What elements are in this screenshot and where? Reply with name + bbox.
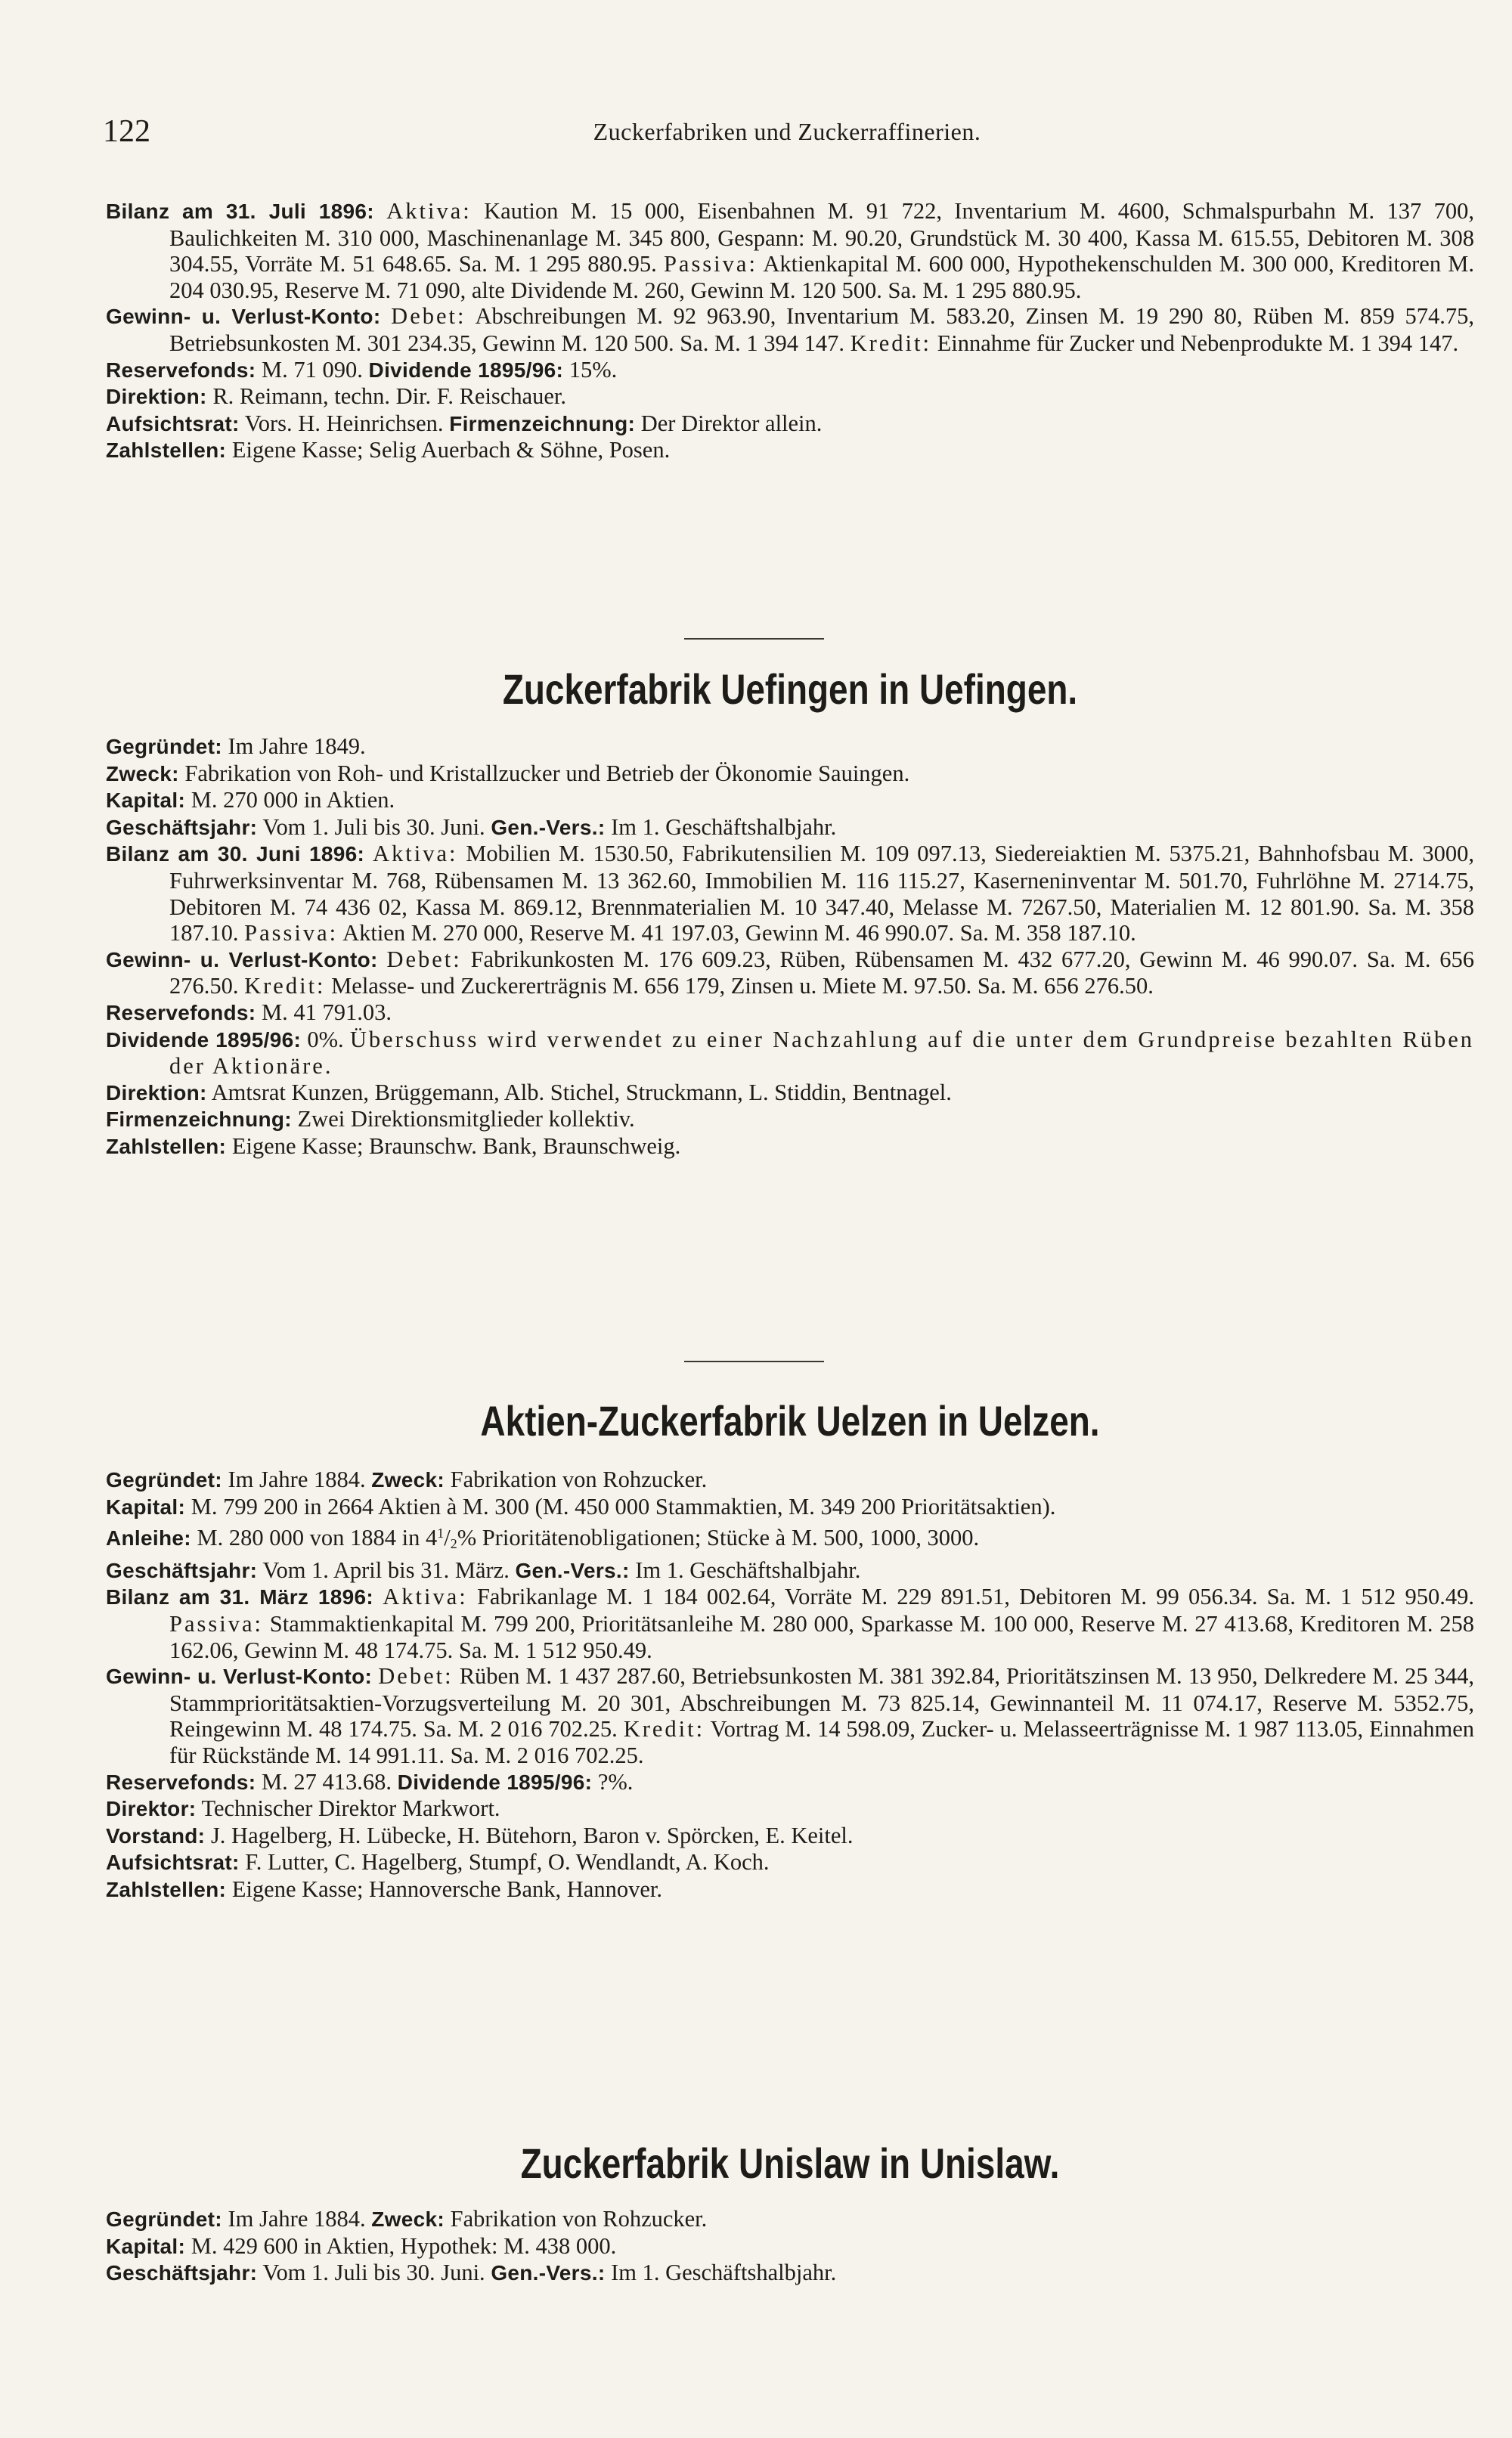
entry-key: Geschäftsjahr: [106,2261,258,2285]
entry-gegruendet [106,733,1474,761]
entry-key: Direktor: [106,1797,197,1821]
entry-key: Bilanz am 31. Juli 1896: [106,200,374,223]
entry-gegruendet [106,2206,1474,2233]
entry-bilanz [106,198,1474,303]
dividende-value: 0 [307,1026,319,1052]
entry-key: Zahlstellen: [106,1134,227,1158]
section-divider [684,1361,824,1362]
aufsichtsrat-text: F. Lutter, C. Hagelberg, Stumpf, O. Wendlandt, A. Koch. [245,1849,770,1876]
firmenzeichnung-text: Zwei Direktionsmitglieder kollektiv. [297,1106,635,1132]
passiva-text: Aktien M. 270 000, Reserve M. 41 197.03, Gewinn M. 46 990.07. Sa. M. 358 187.10. [342,920,1136,946]
entry-reserve-dividende [106,1769,1474,1796]
label-debet: Debet: [386,946,462,972]
entry-key: Firmenzeichnung: [449,411,636,435]
debet-text: Abschreibungen M. 92 963.90, Inventarium M. 583.20, Zinsen M. 19 290 80, Rüben M. 859 574.75, Betriebsunkosten M. 301 234.35, Gewinn M. 120 500. Sa. M. 1 394 147. [169,303,1474,356]
entry-reserve [106,999,1474,1027]
entry-key: Reservefonds: [106,1770,256,1794]
zahlstellen-text: Eigene Kasse; Hannoversche Bank, Hannover. [231,1876,662,1902]
entry-key: Bilanz am 31. März 1896: [106,1585,373,1609]
entry-zahlstellen [106,1133,1474,1160]
entry-key: Gen.-Vers.: [515,1558,630,1582]
direktor-text: Technischer Direktor Markwort. [201,1795,500,1822]
entry-key: Geschäftsjahr: [106,815,258,839]
entry-kapital [106,787,1474,814]
section-uelzen [106,1467,1474,1904]
entry-key: Direktion: [106,385,207,409]
entry-key: Bilanz am 30. Juni 1896: [106,842,365,866]
kapital-text: M. 270 000 in Aktien. [191,787,395,813]
entry-key: Gegründet: [106,1468,222,1492]
section-divider [684,638,824,640]
entry-key: Zweck: [371,2207,445,2231]
aufsichtsrat-text: Vors. H. Heinrichsen. [244,410,444,436]
entry-kapital [106,2233,1474,2260]
entry-geschaeftsjahr [106,814,1474,841]
entry-key: Zweck: [106,761,179,785]
entry-aufsichtsrat [106,410,1474,438]
entry-key: Dividende 1895/96: [106,1027,302,1052]
direktion-text: R. Reimann, techn. Dir. F. Reischauer. [212,383,566,410]
section-unislaw [106,2206,1474,2287]
geschaeftsjahr-text: Vom 1. Juli bis 30. Juni. [262,2260,485,2286]
entry-key: Gen.-Vers.: [491,2261,606,2285]
debet-text: Fabrikunkosten M. 176 609.23, Rüben, Rübensamen M. 432 677.20, Gewinn M. 46 990.07. Sa. M. 656 276.50. [169,946,1475,999]
kredit-text: Einnahme für Zucker und Nebenprodukte M. 1 394 147. [937,330,1459,356]
passiva-text: Stammaktienkapital M. 799 200, Prioritätsanleihe M. 280 000, Sparkasse M. 100 000, Reserve M. 27 413.68, Kreditoren M. 258 162.06, Gewinn M. 48 174.75. Sa. M. 1 512 950.49. [169,1610,1474,1663]
label-kredit: Kredit: [244,973,326,999]
fraction-denominator: 2 [450,1536,457,1552]
zahlstellen-text: Eigene Kasse; Braunschw. Bank, Braunschweig. [231,1132,681,1159]
zweck-text: Fabrikation von Roh- und Kristallzucker und Betrieb der Ökonomie Sauingen. [184,760,910,786]
entry-key: Aufsichtsrat: [106,411,240,435]
section-continuation [106,198,1474,464]
entry-aufsichtsrat [106,1849,1474,1876]
entry-key: Reservefonds: [106,358,256,382]
entry-key: Kapital: [106,2234,186,2258]
entry-key: Zahlstellen: [106,1877,227,1901]
anleihe-text: M. 280 000 von 1884 in 4 [197,1525,438,1551]
entry-key: Anleihe: [106,1526,191,1550]
reserve-text: M. 27 413.68. [262,1768,392,1795]
dividende-text: ?%. [597,1768,634,1795]
entry-gegruendet [106,1467,1474,1494]
direktion-text: Amtsrat Kunzen, Brüggemann, Alb. Stichel, Struckmann, L. Stiddin, Bentnagel. [211,1079,952,1105]
entry-key: Gewinn- u. Verlust-Konto: [106,305,381,329]
page-number: 122 [103,114,150,149]
aktiva-text: Kaution M. 15 000, Eisenbahnen M. 91 722, Inventarium M. 4600, Schmalspurbahn M. 137 700, Baulichkeiten M. 310 000, Maschinenanlage M. 345 800, Gespann: M. 90.20, Grundstück M. 30 400, Kassa M. 615.55, Debitoren M. 308 304.55, Vorräte M. 51 648.65. Sa. M. 1 295 880.95. [169,198,1475,277]
entry-kapital [106,1494,1474,1521]
aktiva-text: Fabrikanlage M. 1 184 002.64, Vorräte M. 229 891.51, Debitoren M. 99 056.34. Sa. M. 1 512 950.49. [476,1584,1475,1610]
dividende-text: Überschuss wird verwendet zu einer Nachzahlung auf die unter dem Grundpreise bezahlten Rüben der Aktionäre. [169,1026,1475,1080]
entry-guv [106,303,1474,356]
entry-vorstand [106,1823,1474,1850]
label-aktiva: Aktiva: [386,198,472,224]
entry-key: Dividende 1895/96: [368,358,564,382]
entry-reserve-dividende [106,357,1474,384]
label-aktiva: Aktiva: [372,841,458,867]
label-kredit: Kredit: [850,330,931,356]
running-title: Zuckerfabriken und Zuckerraffinerien. [593,118,981,145]
entry-zahlstellen [106,437,1474,464]
entry-firmenzeichnung [106,1106,1474,1133]
entry-key: Gewinn- u. Verlust-Konto: [106,947,378,971]
entry-direktor [106,1795,1474,1823]
label-debet: Debet: [378,1663,454,1690]
entry-dividende [106,1027,1474,1080]
aktiva-text: Mobilien M. 1530.50, Fabrikutensilien M. 109 097.13, Siedereiaktien M. 5375.21, Bahnhofsbau M. 3000, Fuhrwerksinventar M. 768, Rübensamen M. 13 362.60, Immobilien M. 116 115.27, Kaserneninventar M. 501.70, Fuhrlöhne M. 2714.75, Debitoren M. 74 436 02, Kassa M. 869.12, Brennmaterialien M. 10 347.40, Melasse M. 7267.50, Materialien M. 12 801.90. Sa. M. 358 187.10. [169,841,1474,946]
geschaeftsjahr-text: Vom 1. April bis 31. März. [262,1557,510,1583]
label-aktiva: Aktiva: [383,1584,468,1610]
entry-key: Zahlstellen: [106,438,227,463]
label-debet: Debet: [391,303,466,330]
reserve-text: M. 41 791.03. [262,999,392,1025]
entry-key: Aufsichtsrat: [106,1851,240,1875]
gegruendet-text: Im Jahre 1884. [228,2206,366,2232]
entry-geschaeftsjahr [106,1557,1474,1585]
entry-guv [106,946,1474,999]
zweck-text: Fabrikation von Rohzucker. [450,2206,708,2232]
entry-key: Dividende 1895/96: [397,1770,593,1794]
entry-direktion [106,1080,1474,1107]
debet-text: Rüben M. 1 437 287.60, Betriebsunkosten M. 381 392.84, Prioritätszinsen M. 13 950, Delkredere M. 25 344, Stammprioritätsaktien-Vorzugsverteilung M. 20 301, Abschreibungen M. 73 825.14, Gewinnanteil M. 11 074.17, Reserve M. 5352.75, Reingewinn M. 48 174.75. Sa. M. 2 016 702.25. [169,1663,1475,1743]
genvers-text: Im 1. Geschäftshalbjahr. [611,813,837,840]
label-passiva: Passiva: [244,920,339,946]
label-kredit: Kredit: [623,1716,705,1743]
section-title: Zuckerfabrik Unislaw in Unislaw. [520,2139,1060,2187]
section-title: Aktien-Zuckerfabrik Uelzen in Uelzen. [480,1397,1100,1445]
entry-key: Firmenzeichnung: [106,1107,292,1132]
entry-key: Gewinn- u. Verlust-Konto: [106,1665,373,1689]
firmenzeichnung-text: Der Direktor allein. [640,410,823,436]
label-passiva: Passiva: [169,1610,263,1637]
entry-bilanz [106,841,1474,946]
kapital-text: M. 799 200 in 2664 Aktien à M. 300 (M. 450 000 Stammaktien, M. 349 200 Prioritätsaktien). [191,1493,1056,1519]
dividende-text: 15 [569,356,593,383]
gegruendet-text: Im Jahre 1849. [228,733,366,759]
gegruendet-text: Im Jahre 1884. [228,1467,366,1492]
entry-key: Kapital: [106,788,186,813]
page-header [103,113,1471,159]
fraction-numerator: 1 [437,1526,445,1541]
entry-guv [106,1663,1474,1768]
kredit-text: Vortrag M. 14 598.09, Zucker- u. Melasseerträgnisse M. 1 987 113.05, Einnahmen für Rückstände M. 14 991.11. Sa. M. 2 016 702.25. [169,1716,1474,1768]
label-passiva: Passiva: [663,251,758,277]
vorstand-text: J. Hagelberg, H. Lübecke, H. Bütehorn, Baron v. Spörcken, E. Keitel. [210,1822,854,1848]
reserve-text: M. 71 090. [262,356,363,383]
passiva-text: Aktienkapital M. 600 000, Hypothekenschulden M. 300 000, Kreditoren M. 204 030.95, Reserve M. 71 090, alte Dividende M. 260, Gewinn M. 120 500. Sa. M. 1 295 880.95. [169,251,1474,303]
entry-key: Direktion: [106,1080,207,1104]
entry-direktion [106,383,1474,410]
entry-key: Zweck: [371,1468,445,1492]
entry-zweck [106,761,1474,788]
kredit-text: Melasse- und Zuckererträgnis M. 656 179, Zinsen u. Miete M. 97.50. Sa. M. 656 276.50. [331,973,1154,999]
entry-key: Vorstand: [106,1823,206,1848]
section-uefingen [106,733,1474,1160]
entry-anleihe: Anleihe: M. 280 000 von 1884 in $4^1/_2\%$ Prioritätenobligationen; Stücke à M. 500, 1000, 3000. [106,1525,980,1552]
dividende-unit: %. [318,1026,344,1052]
entry-key: Gen.-Vers.: [491,815,606,839]
entry-key: Gegründet: [106,2207,222,2231]
entry-geschaeftsjahr [106,2260,1474,2287]
zweck-text: Fabrikation von Rohzucker. [450,1467,708,1492]
section-title: Zuckerfabrik Uefingen in Uefingen. [502,665,1078,713]
dividende-unit: %. [592,356,618,383]
entry-key: Geschäftsjahr: [106,1558,258,1582]
entry-key: Reservefonds: [106,1000,256,1024]
entry-zahlstellen [106,1876,1474,1904]
zahlstellen-text: Eigene Kasse; Selig Auerbach & Söhne, Posen. [231,437,671,463]
genvers-text: Im 1. Geschäftshalbjahr. [611,2260,837,2286]
entry-bilanz [106,1584,1474,1663]
entry-key: Gegründet: [106,735,222,758]
genvers-text: Im 1. Geschäftshalbjahr. [635,1557,861,1583]
kapital-text: M. 429 600 in Aktien, Hypothek: M. 438 000. [191,2232,617,2259]
geschaeftsjahr-text: Vom 1. Juli bis 30. Juni. [262,813,485,840]
entry-key: Kapital: [106,1495,186,1519]
anleihe-text: % Prioritätenobligationen; Stücke à M. 500, 1000, 3000. [457,1525,980,1551]
